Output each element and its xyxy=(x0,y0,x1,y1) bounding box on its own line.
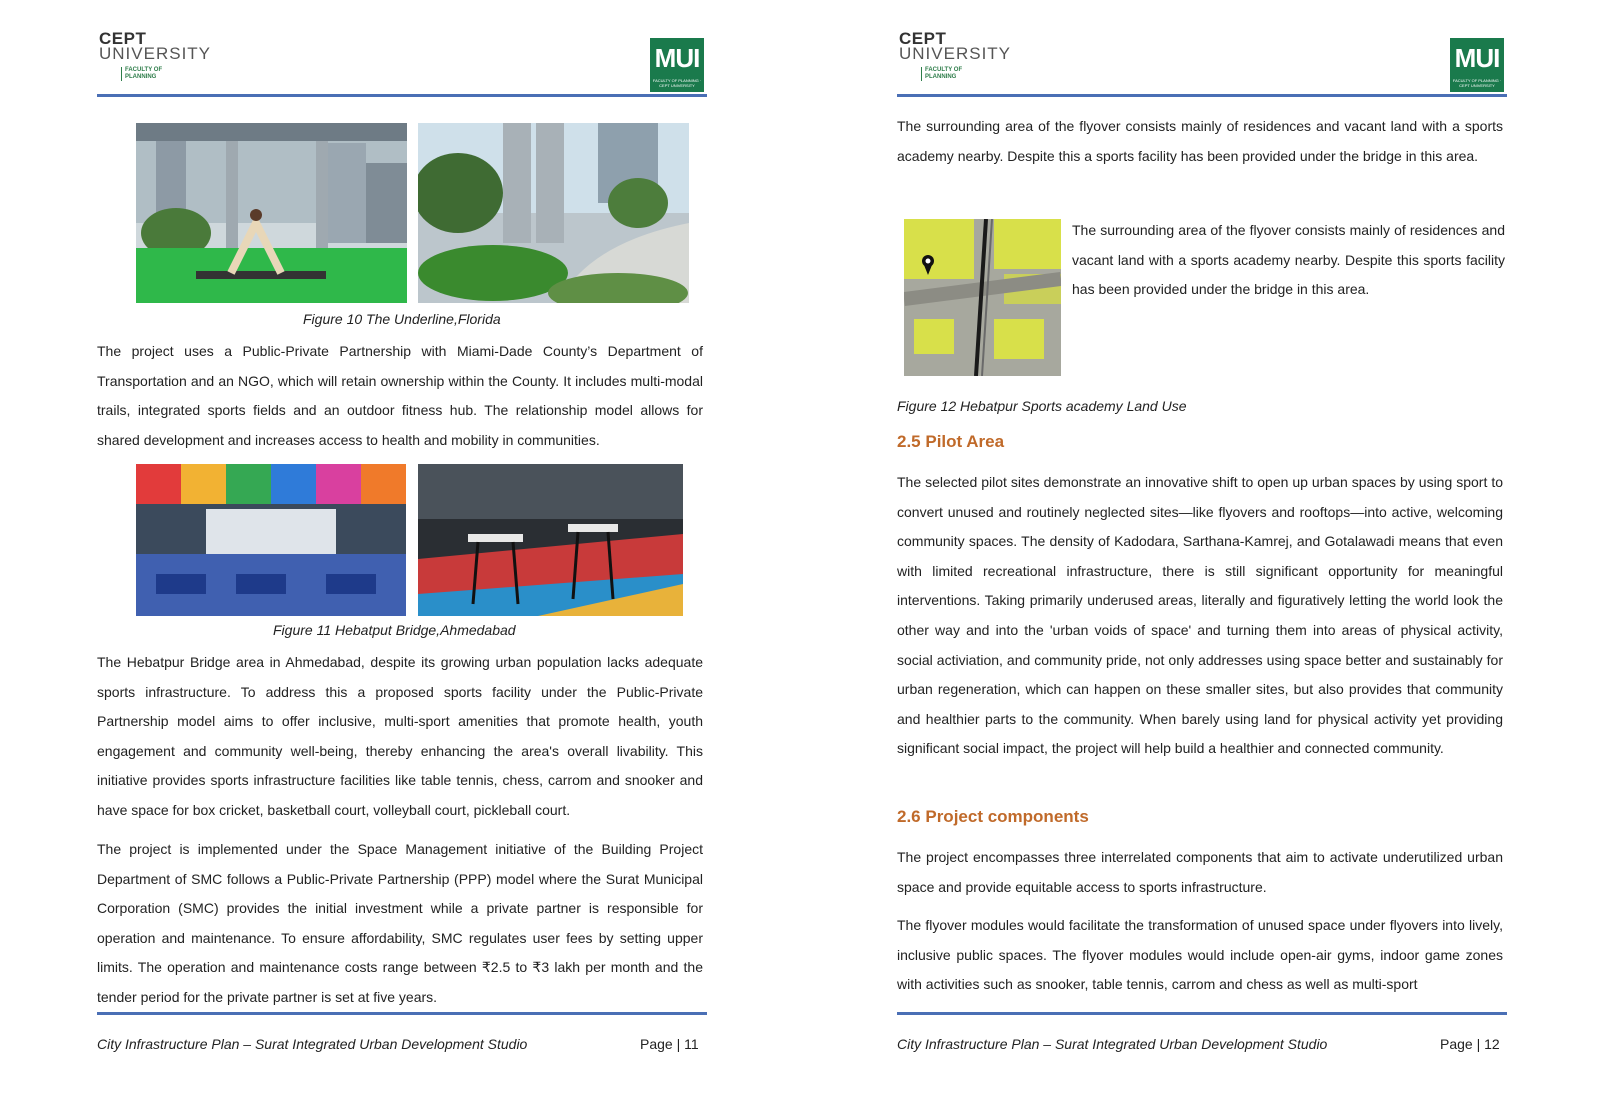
footer-rule xyxy=(97,1012,707,1015)
footer-title: City Infrastructure Plan – Surat Integrated Urban Development Studio xyxy=(897,1036,1328,1052)
figure-12-caption: Figure 12 Hebatpur Sports academy Land Use xyxy=(897,398,1187,414)
land-use-map xyxy=(904,219,1061,376)
page-number: Page | 12 xyxy=(1440,1036,1500,1052)
hebatpur-chess-photo xyxy=(418,464,683,616)
figure-10-caption: Figure 10 The Underline,Florida xyxy=(303,311,501,327)
underline-yoga-photo xyxy=(136,123,407,303)
footer-title: City Infrastructure Plan – Surat Integrated Urban Development Studio xyxy=(97,1036,528,1052)
footer-rule xyxy=(897,1012,1507,1015)
hebatpur-indoor-photo xyxy=(136,464,406,616)
mui-logo: MUI FACULTY OF PLANNING · CEPT UNIVERSITY xyxy=(1450,38,1504,92)
figure-11-caption: Figure 11 Hebatput Bridge,Ahmedabad xyxy=(273,622,516,638)
paragraph-hebatpur: The Hebatpur Bridge area in Ahmedabad, despite its growing urban population lacks adequate sports infrastructure. To address this a proposed sports facility under the Public-Private Partnership model aims to offer inclusive, multi-sport amenities that promote health, youth engagement and community well-being, thereby enhancing the area's overall livability. This initiative provides sports infrastructure facilities like table tennis, chess, carrom and snooker and have space for box cricket, basketball court, volleyball court, pickleball court. xyxy=(97,654,703,818)
page-12 xyxy=(800,0,1600,1119)
heading-project-components: 2.6 Project components xyxy=(897,807,1089,826)
paragraph-surrounding-area: The surrounding area of the flyover consists mainly of residences and vacant land with a sports academy nearby. Despite this a sports facility has been provided under the bridge in this area. xyxy=(897,118,1503,164)
mui-logo: MUI FACULTY OF PLANNING · CEPT UNIVERSITY xyxy=(650,38,704,92)
cept-university-logo: CEPT UNIVERSITY FACULTY OF PLANNING xyxy=(99,29,212,80)
heading-pilot-area: 2.5 Pilot Area xyxy=(897,432,1005,451)
cept-university-logo: CEPT UNIVERSITY FACULTY OF PLANNING xyxy=(899,29,1012,80)
paragraph-components-intro: The project encompasses three interrelated components that aim to activate underutilized urban space and provide equitable access to sports infrastructure. xyxy=(897,849,1503,895)
underline-park-photo xyxy=(418,123,689,303)
page-number: Page | 11 xyxy=(640,1036,699,1052)
header-rule xyxy=(897,94,1507,97)
paragraph-beside-map: The surrounding area of the flyover consists mainly of residences and vacant land with a sports academy nearby. Despite this sports facility has been provided under the bridge in this area. xyxy=(1072,222,1505,298)
header-rule xyxy=(97,94,707,97)
paragraph-flyover-modules: The flyover modules would facilitate the transformation of unused space under flyovers into lively, inclusive public spaces. The flyover modules would include open-air gyms, indoor game zones with activities such as snooker, table tennis, carrom and chess as well as multi-sport xyxy=(897,917,1503,993)
paragraph-underline: The project uses a Public-Private Partnership with Miami-Dade County’s Department of Transportation and an NGO, which will retain ownership within the County. It includes multi-modal trails, integrated sports fields and an outdoor fitness hub. The relationship model allows for shared development and increases access to health and mobility in communities. xyxy=(97,343,703,448)
paragraph-implementation: The project is implemented under the Space Management initiative of the Building Project Department of SMC follows a Public-Private Partnership (PPP) model where the Surat Municipal Corporation (SMC) provides the initial investment while a private partner is responsible for operation and maintenance. To ensure affordability, SMC regulates user fees by setting upper limits. The operation and maintenance costs range between ₹2.5 to ₹3 lakh per month and the tender period for the private partner is set at five years. xyxy=(97,841,703,1005)
paragraph-pilot-area: The selected pilot sites demonstrate an innovative shift to open up urban spaces by using sport to convert unused and routinely neglected sites—like flyovers and rooftops—into active, welcoming community spaces. The density of Kadodara, Sarthana-Kamrej, and Gotalawadi means that even with limited recreational infrastructure, there is still significant opportunity for meaningful interventions. Taking primarily underused areas, literally and figuratively letting the world look the other way and into the 'urban voids of space' and turning them into areas of physical activity, social activiation, and community pride, not only addresses using space better and sustainably for urban regeneration, which can happen on these smaller sites, but also provides that community and healthier parts to the community. When barely using land for physical activity yet providing significant social impact, the project will help build a healthier and connected community. xyxy=(897,474,1503,757)
